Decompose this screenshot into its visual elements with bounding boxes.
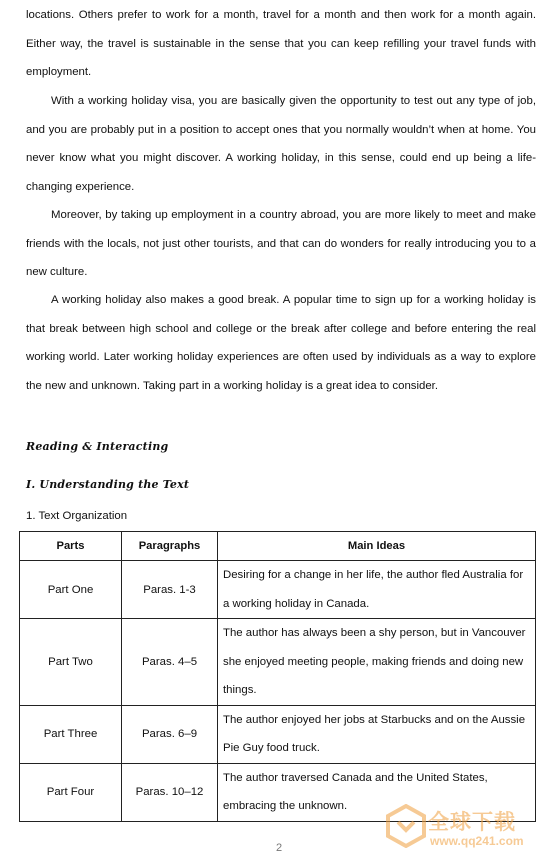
part-cell: Part One [20, 561, 122, 619]
table-row [20, 619, 536, 706]
download-logo-icon [386, 804, 426, 848]
body-paragraph: With a working holiday visa, you are basically given the opportunity to test out any type of job, and you are probably put in a position to accept ones that you normally wouldn’t when at home. You never know what you might discover. A working holiday, in this sense, could end up being a life-changing experience. [26, 95, 536, 193]
watermark-url: www.qq241.com [430, 834, 524, 848]
table-header-row [20, 532, 536, 561]
paragraphs-cell: Paras. 6–9 [122, 705, 218, 763]
part-cell: Part Three [20, 705, 122, 763]
paragraphs-cell: Paras. 4–5 [122, 619, 218, 706]
table-row [20, 561, 536, 619]
table-row [20, 705, 536, 763]
page-number: 2 [275, 842, 283, 854]
section-heading: Reading & Interacting [26, 440, 169, 453]
site-watermark [384, 800, 554, 856]
column-header-main-ideas: Main Ideas [218, 532, 536, 561]
text-organization-table [19, 531, 536, 822]
body-paragraph: Moreover, by taking up employment in a country abroad, you are more likely to meet and make friends with the locals, not just other tourists, and that can do wonders for really introducing you to a new culture. [26, 209, 536, 278]
subsection-heading: I. Understanding the Text [26, 478, 190, 491]
watermark-text: 全球下载 [428, 811, 516, 834]
main-idea-cell: The author has always been a shy person, but in Vancouver she enjoyed meeting people, making friends and doing new things. [218, 619, 536, 706]
paragraphs-cell: Paras. 10–12 [122, 763, 218, 821]
exercise-title: 1. Text Organization [26, 510, 128, 522]
part-cell: Part Two [20, 619, 122, 706]
main-idea-cell: The author traversed Canada and the United States, embracing the unknown. [218, 763, 536, 821]
column-header-paragraphs: Paragraphs [122, 532, 218, 561]
paragraphs-cell: Paras. 1-3 [122, 561, 218, 619]
part-cell: Part Four [20, 763, 122, 821]
body-paragraph: locations. Others prefer to work for a month, travel for a month and then work for a month again. Either way, the travel is sustainable in the sense that you can keep refilling your travel funds with employment. [26, 9, 536, 78]
main-idea-cell: The author enjoyed her jobs at Starbucks and on the Aussie Pie Guy food truck. [218, 705, 536, 763]
column-header-parts: Parts [20, 532, 122, 561]
main-idea-cell: Desiring for a change in her life, the author fled Australia for a working holiday in Canada. [218, 561, 536, 619]
body-paragraph: A working holiday also makes a good break. A popular time to sign up for a working holiday is that break between high school and college or the break after college and before entering the real working world. Later working holiday experiences are often used by individuals as a way to explore the new and unknown. Taking part in a working holiday is a great idea to consider. [26, 294, 536, 392]
